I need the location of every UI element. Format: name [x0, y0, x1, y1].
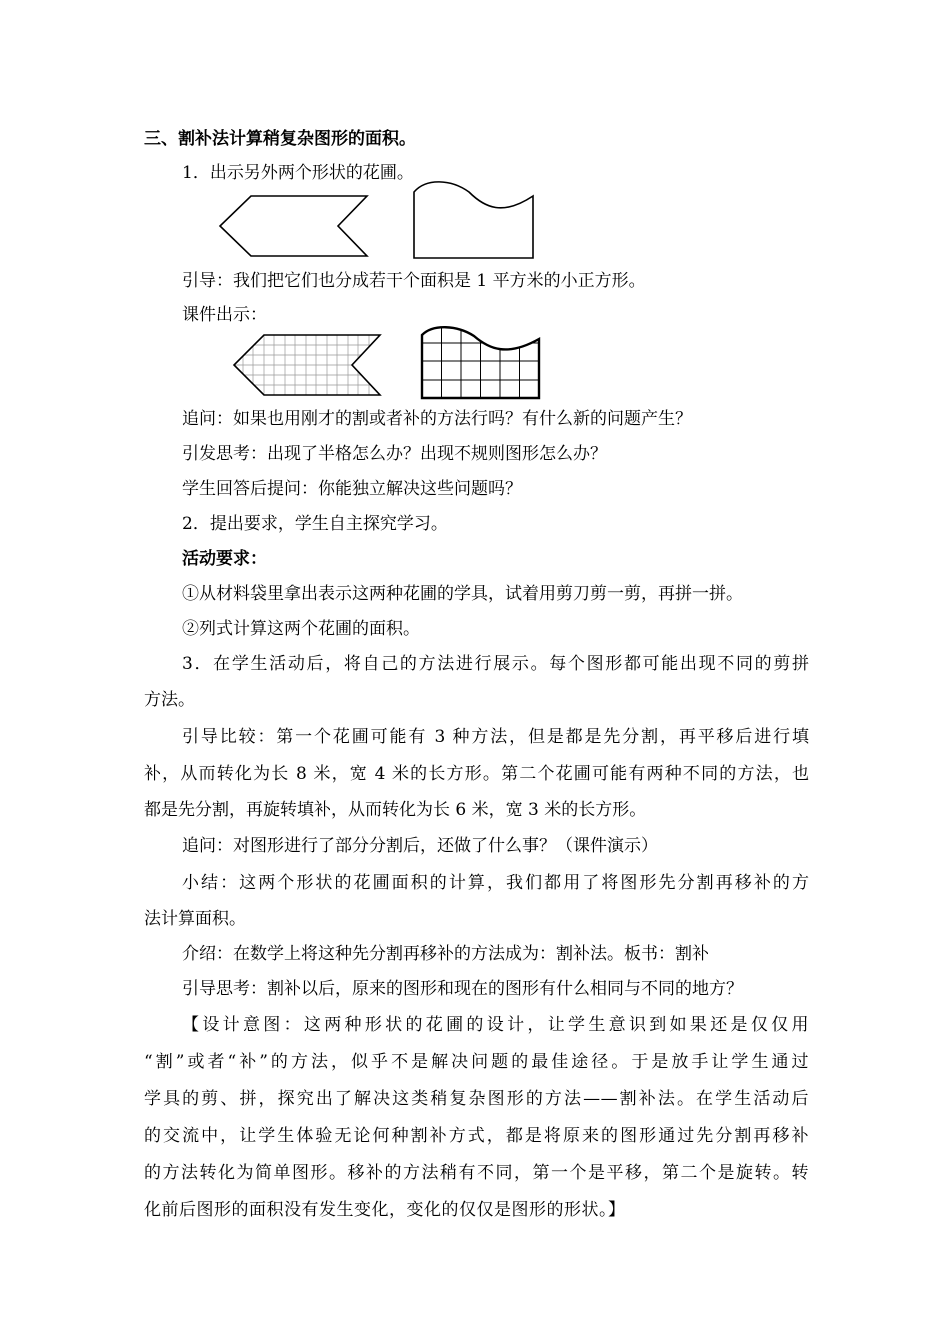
- summary-line-1: 小结：这两个形状的花圃面积的计算，我们都用了将图形先分割再移补的方: [182, 873, 809, 893]
- followup-question: 追问：如果也用刚才的割或者补的方法行吗？有什么新的问题产生？: [182, 409, 692, 429]
- arrow-shape-figure: [218, 194, 370, 258]
- guide-text: 引导：我们把它们也分成若干个面积是 1 平方米的小正方形。: [182, 271, 646, 291]
- step-3-line-2: 方法。: [144, 690, 195, 710]
- design-line-1: 【设计意图：这两种形状的花圃的设计，让学生意识到如果还是仅仅用: [182, 1015, 809, 1035]
- wave-shape-figure: [411, 180, 537, 260]
- followup-question-2: 追问：对图形进行了部分分割后，还做了什么事？（课件演示）: [182, 836, 658, 856]
- compare-line-1: 引导比较：第一个花圃可能有 3 种方法，但是都是先分割，再平移后进行填: [182, 727, 809, 747]
- student-question: 学生回答后提问：你能独立解决这些问题吗？: [182, 479, 522, 499]
- design-line-3: 学具的剪、拼，探究出了解决这类稍复杂图形的方法——割补法。在学生活动后: [144, 1089, 809, 1109]
- step-1: 1．出示另外两个形状的花圃。: [182, 163, 414, 183]
- section-title: 三、割补法计算稍复杂图形的面积。: [144, 129, 416, 149]
- requirement-1: ①从材料袋里拿出表示这两种花圃的学具，试着用剪刀剪一剪，再拼一拼。: [182, 584, 743, 604]
- think-prompt: 引发思考：出现了半格怎么办？出现不规则图形怎么办？: [182, 444, 607, 464]
- design-line-6: 化前后图形的面积没有发生变化，变化的仅仅是图形的形状。】: [144, 1200, 626, 1220]
- think-prompt-2: 引导思考：割补以后，原来的图形和现在的图形有什么相同与不同的地方？: [182, 979, 743, 999]
- compare-line-2: 补，从而转化为长 8 米，宽 4 米的长方形。第二个花圃可能有两种不同的方法，也: [144, 764, 809, 784]
- intro-text: 介绍：在数学上将这种先分割再移补的方法成为：割补法。板书：割补: [182, 944, 709, 964]
- design-line-4: 的交流中，让学生体验无论何种割补方式，都是将原来的图形通过先分割再移补: [144, 1126, 809, 1146]
- wave-grid-figure: [419, 325, 543, 401]
- design-line-2: “割”或者“补”的方法，似乎不是解决问题的最佳途径。于是放手让学生通过: [144, 1052, 809, 1072]
- courseware-label: 课件出示：: [182, 305, 267, 325]
- requirement-2: ②列式计算这两个花圃的面积。: [182, 619, 420, 639]
- arrow-grid-figure: [232, 333, 384, 397]
- step-2: 2．提出要求，学生自主探究学习。: [182, 514, 448, 534]
- summary-line-2: 法计算面积。: [144, 909, 246, 929]
- step-3-line-1: 3．在学生活动后，将自己的方法进行展示。每个图形都可能出现不同的剪拼: [182, 654, 809, 674]
- compare-line-3: 都是先分割，再旋转填补，从而转化为长 6 米，宽 3 米的长方形。: [144, 800, 647, 820]
- design-line-5: 的方法转化为简单图形。移补的方法稍有不同，第一个是平移，第二个是旋转。转: [144, 1163, 809, 1183]
- activity-title: 活动要求：: [182, 549, 267, 569]
